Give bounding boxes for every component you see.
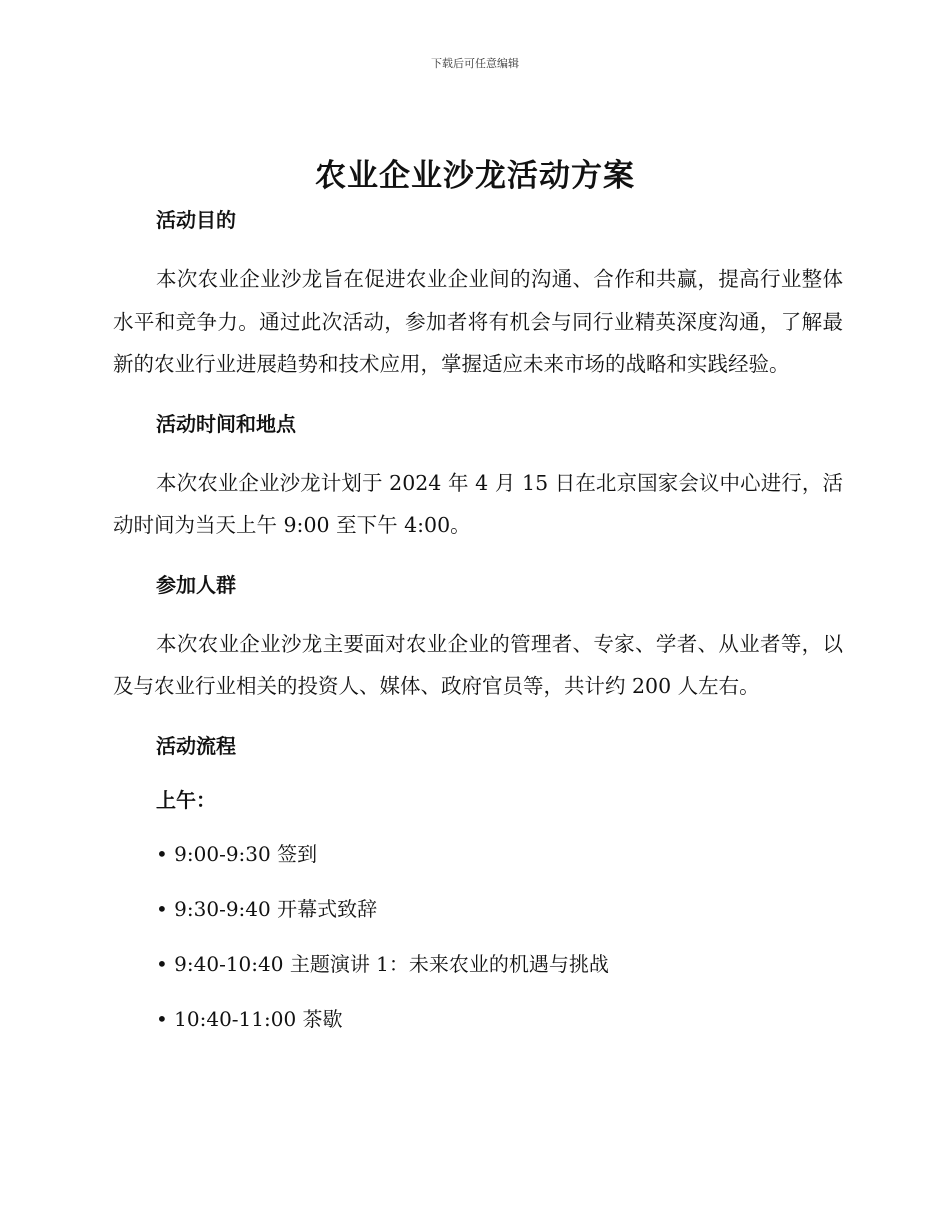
section-paragraph-participants: 本次农业企业沙龙主要面对农业企业的管理者、专家、学者、从业者等，以及与农业行业相关的投资人、媒体、政府官员等，共计约 200 人左右。 xyxy=(113,631,843,698)
section-paragraph-purpose: 本次农业企业沙龙旨在促进农业企业间的沟通、合作和共赢，提高行业整体水平和竞争力。通过此次活动，参加者将有机会与同行业精英深度沟通，了解最新的农业行业进展趋势和技术应用，掌握适应未来市场的战略和实践经验。 xyxy=(113,267,843,376)
document-body xyxy=(113,204,843,1058)
agenda-morning-label: 上午： xyxy=(156,787,216,812)
header-note: 下载后可任意编辑 xyxy=(431,57,519,70)
section-heading-purpose: 活动目的 xyxy=(156,208,236,232)
document-title: 农业企业沙龙活动方案 xyxy=(315,158,635,194)
section-paragraph-time-location: 本次农业企业沙龙计划于 2024 年 4 月 15 日在北京国家会议中心进行，活动时间为当天上午 9:00 至下午 4:00。 xyxy=(113,470,843,537)
agenda-item: • 9:40-10:40 主题演讲 1：未来农业的机遇与挑战 xyxy=(156,951,609,976)
agenda-item: • 10:40-11:00 茶歇 xyxy=(156,1006,343,1031)
section-heading-agenda: 活动流程 xyxy=(156,733,236,758)
agenda-morning-list xyxy=(113,838,843,1035)
section-heading-participants: 参加人群 xyxy=(156,572,236,597)
agenda-item: • 9:00-9:30 签到 xyxy=(156,841,318,866)
agenda-item: • 9:30-9:40 开幕式致辞 xyxy=(156,896,378,921)
section-heading-time-location: 活动时间和地点 xyxy=(156,411,296,436)
